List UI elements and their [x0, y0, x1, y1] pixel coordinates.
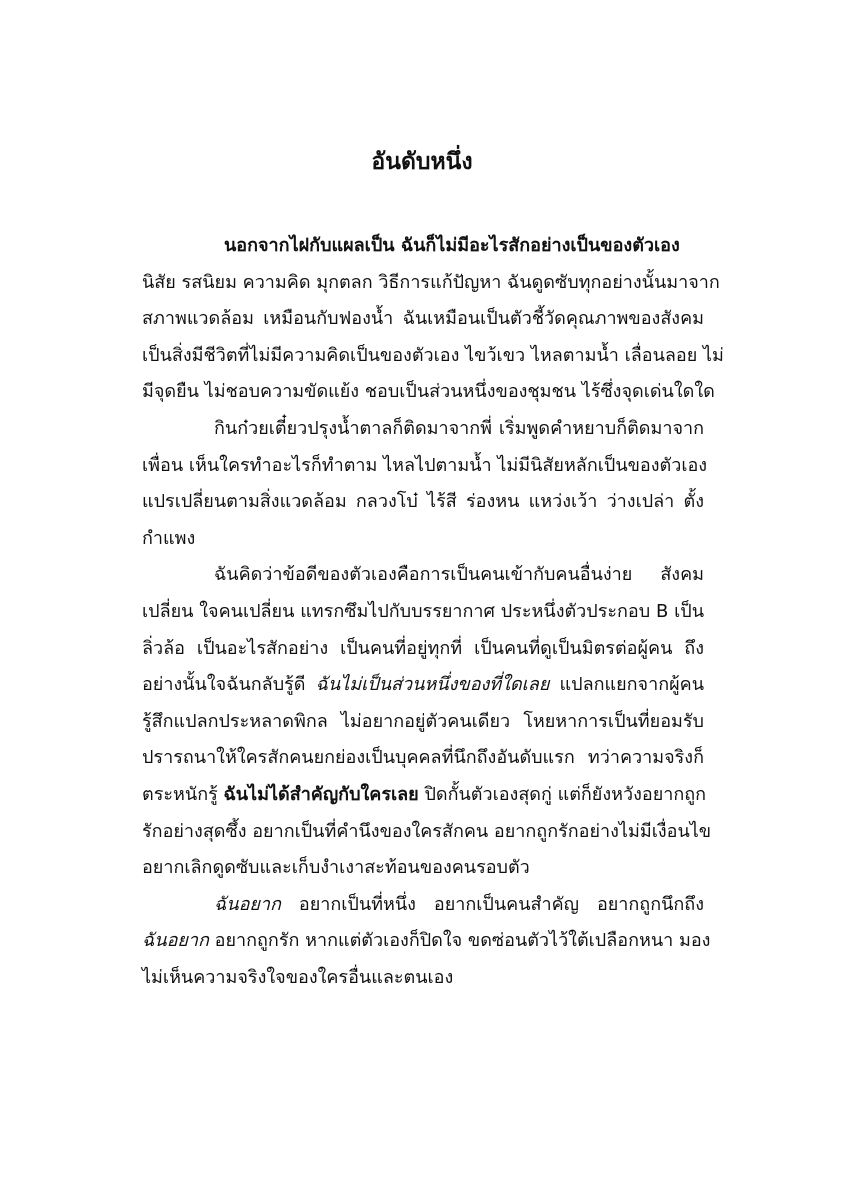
- text-run: ปิดกั้นตัวเองสุดกู่ แต่ก็ยังหวังอยากถูก: [418, 783, 707, 805]
- text-line: ลิ่วล้อ เป็นอะไรสักอย่าง เป็นคนที่อยู่ทุกที่ เป็นคนที่ดูเป็นมิตรต่อผู้คน ถึง: [142, 637, 704, 659]
- paragraph-1: [142, 228, 724, 411]
- text-line: ปรารถนาให้ใครสักคนยกย่องเป็นบุคคลที่นึกถึงอันดับแรก ทว่าความจริงก็: [142, 747, 704, 769]
- text-line-with-italic: [142, 667, 704, 704]
- text-run: อยากถูกรัก หากแต่ตัวเองก็ปิดใจ ขดซ่อนตัวไว้ใต้เปลือกหนา มอง: [208, 930, 711, 952]
- text-line: รักอย่างสุดซึ้ง อยากเป็นที่คำนึงของใครสักคน อยากถูกรักอย่างไม่มีเงื่อนไข: [142, 820, 712, 842]
- italic-phrase: ฉันอยาก: [142, 930, 209, 952]
- text-line: ฉันคิดว่าข้อดีของตัวเองคือการเป็นคนเข้ากับคนอื่นง่าย สังคม: [214, 564, 704, 586]
- text-line: เปลี่ยน ใจคนเปลี่ยน แทรกซึมไปกับบรรยากาศ ประหนึ่งตัวประกอบ B เป็น: [142, 600, 704, 622]
- lead-sentence: นอกจากไฝกับแผลเป็น ฉันก็ไม่มีอะไรสักอย่างเป็นของตัวเอง: [224, 235, 680, 256]
- text-line: อยากเลิกดูดซับและเก็บงำเงาสะท้อนของคนรอบตัว: [142, 857, 530, 879]
- italic-phrase: ฉันไม่เป็นส่วนหนึ่งของที่ใดเลย: [315, 674, 550, 696]
- text-line: มีจุดยืน ไม่ชอบความขัดแย้ง ชอบเป็นส่วนหนึ่งของชุมชน ไร้ซึ่งจุดเด่นใดใด: [142, 381, 715, 403]
- text-line: เพื่อน เห็นใครทำอะไรก็ทำตาม ไหลไปตามน้ำ ไม่มีนิสัยหลักเป็นของตัวเอง: [142, 454, 708, 476]
- chapter-title: อันดับหนึ่ง: [371, 149, 473, 175]
- text-line: สภาพแวดล้อม เหมือนกับฟองน้ำ ฉันเหมือนเป็นตัวชี้วัดคุณภาพของสังคม: [142, 308, 704, 330]
- text-run: แปลกแยกจากผู้คน: [549, 674, 705, 696]
- paragraph-3: [142, 557, 712, 886]
- text-run: อยากเป็นที่หนึ่ง อยากเป็นคนสำคัญ อยากถูกนึกถึง: [280, 893, 704, 915]
- text-line: ไม่เห็นความจริงใจของใครอื่นและตนเอง: [142, 966, 454, 988]
- chapter-body: [142, 228, 724, 996]
- text-run: ตระหนักรู้: [142, 783, 224, 805]
- text-line: นิสัย รสนิยม ความคิด มุกตลก วิธีการแก้ปัญหา ฉันดูดซับทุกอย่างนั้นมาจาก: [142, 271, 720, 293]
- text-run: อย่างนั้นใจฉันกลับรู้ดี: [142, 674, 316, 696]
- text-line-with-italic: [142, 923, 711, 960]
- italic-phrase: ฉันอยาก: [214, 893, 281, 915]
- paragraph-4: [142, 887, 711, 997]
- text-line-with-bold: [142, 777, 707, 814]
- text-line: เป็นสิ่งมีชีวิตที่ไม่มีความคิดเป็นของตัวเอง ไขว้เขว ไหลตามน้ำ เลื่อนลอย ไม่: [142, 344, 724, 366]
- text-line: กำแพง: [142, 527, 196, 549]
- bold-phrase: ฉันไม่ได้สำคัญกับใครเลย: [223, 783, 419, 805]
- text-line-with-italic: [142, 887, 704, 924]
- text-line: แปรเปลี่ยนตามสิ่งแวดล้อม กลวงโบ๋ ไร้สี ร่องหน แหว่งเว้า ว่างเปล่า ตั้ง: [142, 491, 704, 513]
- text-line: กินก๋วยเตี๋ยวปรุงน้ำตาลก็ติดมาจากพี่ เริ่มพูดคำหยาบก็ติดมาจาก: [214, 417, 704, 439]
- paragraph-2: [142, 411, 708, 557]
- text-line: รู้สึกแปลกประหลาดพิกล ไม่อยากอยู่ตัวคนเดียว โหยหาการเป็นที่ยอมรับ: [142, 710, 704, 732]
